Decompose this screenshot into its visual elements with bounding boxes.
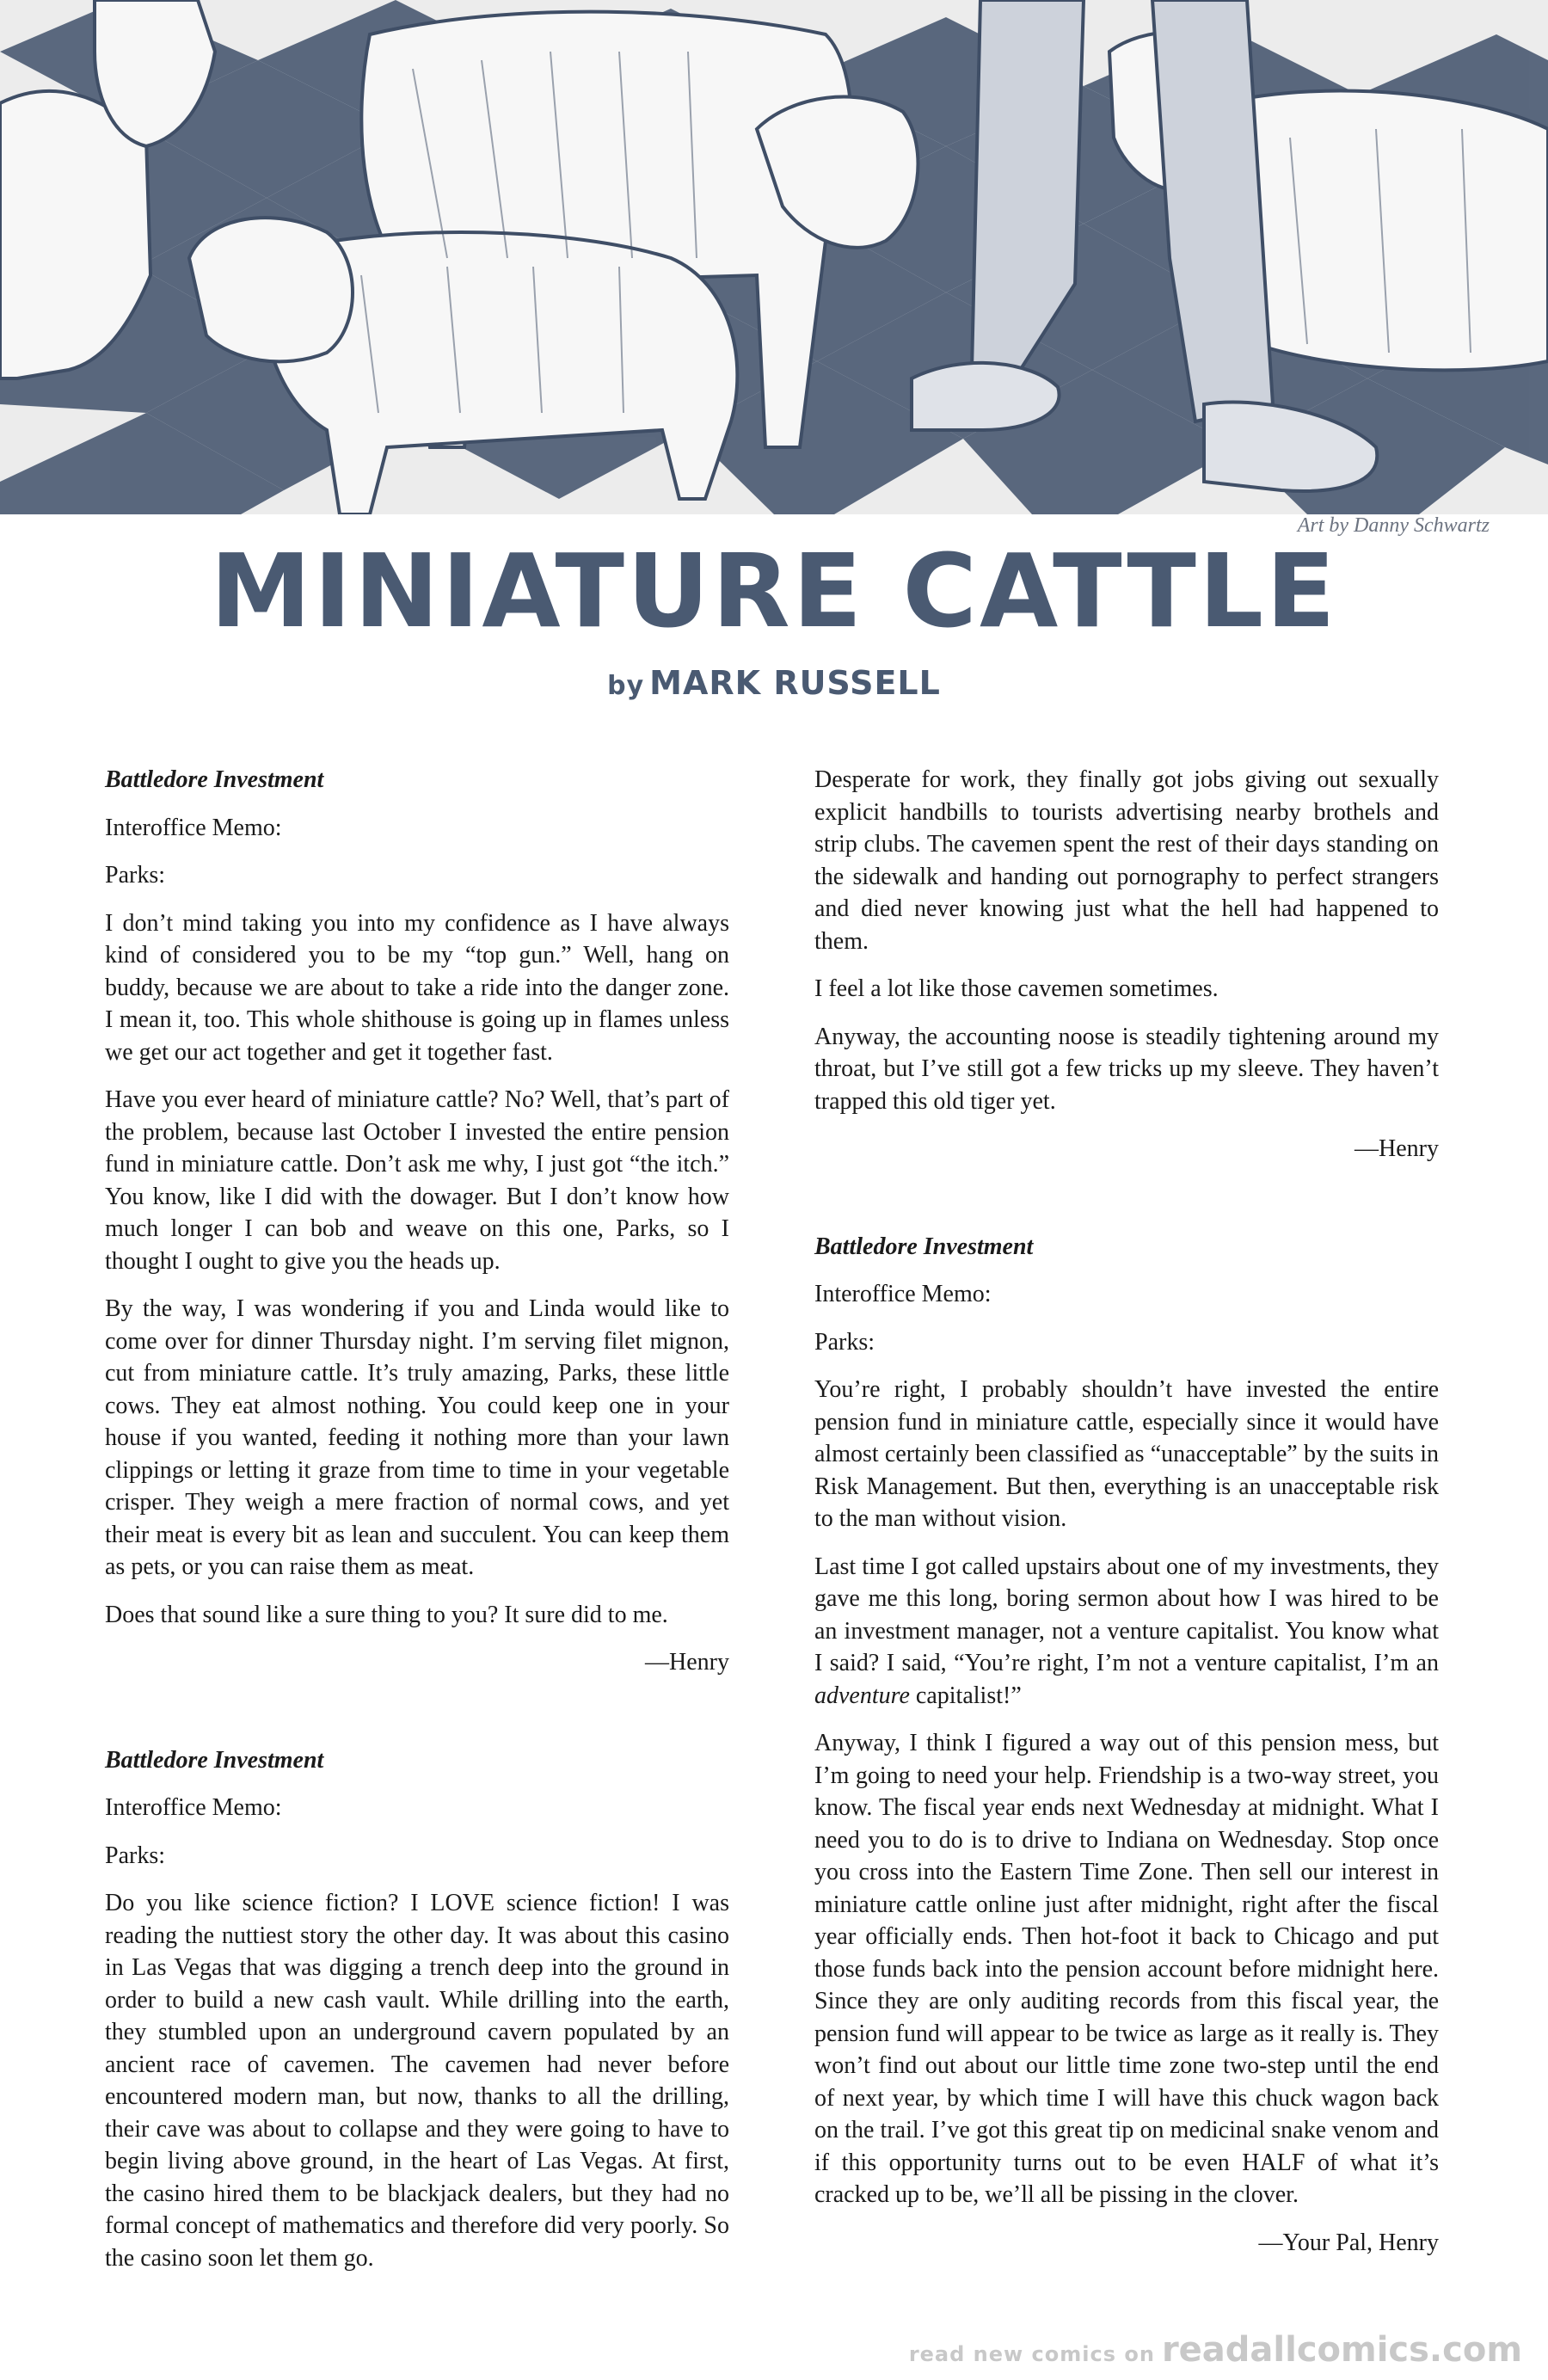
memo-divider-space bbox=[105, 1694, 729, 1744]
memo-3-heading: Battledore Investment bbox=[814, 1233, 1034, 1260]
illustration-svg bbox=[0, 0, 1548, 514]
memo-2-paragraph: I feel a lot like those cavemen sometimes. bbox=[814, 975, 1219, 1002]
memo-3-paragraph: You’re right, I probably shouldn’t have invested the entire pension fund in miniature cattle, especially since it would have almost certainly been classified as “unacceptable” by the suits in Risk Management. But then, everything is an unacceptable risk to the man without vision. bbox=[814, 1376, 1439, 1532]
cattle-illustration bbox=[0, 0, 1548, 514]
left-column bbox=[105, 764, 729, 2290]
author-name: MARK RUSSELL bbox=[649, 664, 941, 702]
memo-3-text: Last time I got called upstairs about one of my investments, they gave me this long, boring sermon about how I was hired to be an investment manager, not a venture capitalist. You know what I said? I said, “You’re right, I’m not a venture capitalist, I’m an bbox=[814, 1553, 1439, 1676]
memo-3-type: Interoffice Memo: bbox=[814, 1281, 992, 1307]
article-title: MINIATURE CATTLE bbox=[210, 532, 1338, 650]
right-column bbox=[814, 764, 1439, 2274]
memo-3-emphasis: adventure bbox=[814, 1682, 910, 1709]
byline bbox=[0, 664, 1548, 702]
memo-1-paragraph: By the way, I was wondering if you and Linda would like to come over for dinner Thursday night. I’m serving filet mignon, cut from miniature cattle. It’s truly amazing, Parks, these little cows. They eat almost nothing. You could keep one in your house if you wanted, feeding it nothing more than your lawn clippings or letting it graze from time to time in your vegetable crisper. They weigh a mere fraction of normal cows, and yet their meat is every bit as lean and succulent. You can keep them as pets, or you can raise them as meat. bbox=[105, 1295, 729, 1580]
watermark-domain: readallcomics.com bbox=[1161, 2330, 1522, 2370]
watermark-tagline: read new comics on bbox=[908, 2342, 1155, 2366]
memo-1-paragraph: I don’t mind taking you into my confidence as I have always kind of considered you to be my “top gun.” Well, hang on buddy, because we are about to take a ride into the danger zone. I mean it, too. This whole shithouse is going up in flames unless we get our act together and get it together fast. bbox=[105, 909, 729, 1066]
art-credit: Art by Danny Schwartz bbox=[1297, 514, 1490, 537]
site-watermark bbox=[909, 2330, 1522, 2370]
memo-1-signature: —Henry bbox=[645, 1649, 729, 1676]
byline-by: by bbox=[607, 671, 645, 701]
memo-3-text: capitalist!” bbox=[909, 1682, 1022, 1709]
memo-2-paragraph: Anyway, the accounting noose is steadily tightening around my throat, but I’ve still got a few tricks up my sleeve. They haven’t trapped this old tiger yet. bbox=[814, 1023, 1439, 1115]
memo-3-signature: —Your Pal, Henry bbox=[1258, 2229, 1439, 2256]
memo-3-paragraph: Anyway, I think I figured a way out of this pension mess, but I’m going to need your help. Friendship is a two-way street, you know. The fiscal year ends next Wednesday at midnight. What I need you to do is to drive to Indiana on Wednesday. Stop once you cross into the Eastern Time Zone. Then sell our interest in miniature cattle online just after midnight, right after the fiscal year officially ends. Then hot-foot it back to Chicago and put those funds back into the pension account before midnight here. Since they are only auditing records from this fiscal year, the pension fund will appear to be twice as large as it really is. They won’t find out about our little time zone two-step until the end of next year, by which time I will have this chuck wagon back on the trail. I’ve got this great tip on medicinal snake venom and if this opportunity turns out to be even HALF of what it’s cracked up to be, we’ll all be pissing in the clover. bbox=[814, 1730, 1439, 2208]
memo-1-paragraph: Does that sound like a sure thing to you? It sure did to me. bbox=[105, 1601, 668, 1628]
memo-3-recipient: Parks: bbox=[814, 1328, 875, 1356]
memo-1-type: Interoffice Memo: bbox=[105, 814, 282, 841]
memo-divider-space bbox=[814, 1181, 1439, 1231]
memo-2-signature: —Henry bbox=[1354, 1135, 1439, 1162]
memo-1-paragraph: Have you ever heard of miniature cattle? No? Well, that’s part of the problem, because last October I invested the entire pension fund in miniature cattle. Don’t ask me why, I just got “the itch.” You know, like I did with the dowager. But I don’t know how much longer I can bob and weave on this one, Parks, so I thought I ought to give you the heads up. bbox=[105, 1086, 729, 1275]
memo-2-recipient: Parks: bbox=[105, 1842, 165, 1869]
memo-2-type: Interoffice Memo: bbox=[105, 1794, 282, 1821]
memo-1-heading: Battledore Investment bbox=[105, 766, 324, 793]
memo-2-heading: Battledore Investment bbox=[105, 1746, 324, 1774]
memo-2-paragraph: Desperate for work, they finally got jobs giving out sexually explicit handbills to tourists advertising nearby brothels and strip clubs. The cavemen spent the rest of their days standing on the sidewalk and handing out pornography to perfect strangers and died never knowing just what the hell had happened to them. bbox=[814, 766, 1439, 955]
memo-1-recipient: Parks: bbox=[105, 862, 165, 889]
memo-2-paragraph: Do you like science fiction? I LOVE science fiction! I was reading the nuttiest story the other day. It was about this casino in Las Vegas that was digging a trench deep into the ground in order to build a new cash vault. While drilling into the earth, they stumbled upon an underground cavern populated by an ancient race of cavemen. The cavemen had never before encountered modern man, but now, thanks to all the drilling, their cave was about to collapse and they were going to have to begin living above ground, in the heart of Las Vegas. At first, the casino hired them to be blackjack dealers, but they had no formal concept of mathematics and therefore did very poorly. So the casino soon let them go. bbox=[105, 1890, 729, 2272]
memo-3-paragraph bbox=[814, 1551, 1439, 1713]
